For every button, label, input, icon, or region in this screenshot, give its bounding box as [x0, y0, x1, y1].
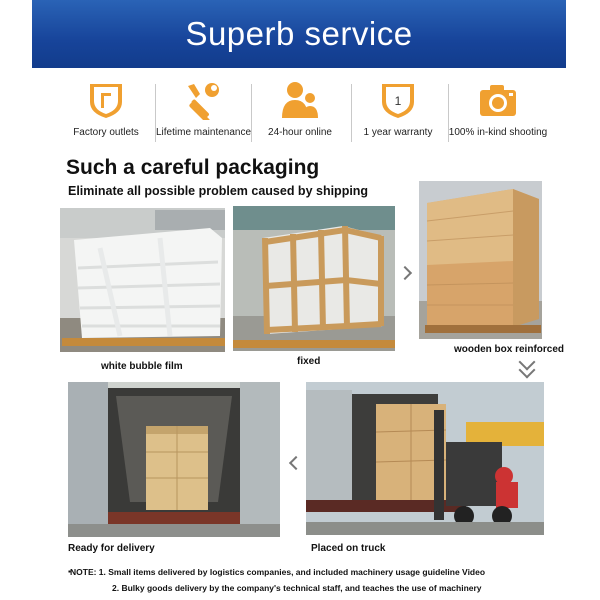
photo-placed-on-truck	[306, 382, 544, 535]
truck-forklift-illustration	[306, 382, 544, 535]
packaging-title: Such a careful packaging	[66, 156, 320, 179]
service-24-hour-online	[252, 78, 348, 146]
packaging-subtitle: Eliminate all possible problem caused by shipping	[68, 184, 369, 198]
wrench-screwdriver-icon	[180, 80, 224, 120]
bubble-film-illustration	[60, 208, 225, 352]
service-banner	[32, 0, 566, 68]
fixed-frame-illustration	[233, 206, 395, 351]
bullet-icon: ▪	[68, 567, 71, 576]
people-icon	[278, 80, 322, 120]
wooden-box-illustration	[419, 181, 542, 339]
caption-fixed: fixed	[297, 356, 321, 367]
caption-wooden-box: wooden box reinforced	[454, 344, 565, 355]
caption-bubble-film: white bubble film	[101, 361, 183, 372]
photo-bubble-film	[60, 208, 225, 352]
service-label: 24-hour online	[268, 127, 332, 138]
service-factory-outlets	[60, 78, 152, 146]
services-row	[60, 78, 550, 146]
photo-fixed	[233, 206, 395, 351]
banner-title: Superb service	[185, 15, 413, 52]
service-label: 100% in-kind shooting	[448, 127, 548, 138]
container-illustration	[68, 382, 280, 537]
service-lifetime-maintenance	[156, 78, 252, 146]
caption-placed-on-truck: Placed on truck	[311, 543, 386, 554]
warranty-shield-icon	[376, 80, 420, 120]
service-label: Lifetime maintenance	[156, 127, 252, 138]
note-line-2: 2. Bulky goods delivery by the company's technical staff, and teaches the use of machinery	[112, 583, 482, 593]
service-in-kind-shooting	[445, 78, 551, 146]
shipping-notes	[70, 564, 485, 596]
photo-wooden-box	[419, 181, 542, 339]
arrow-right-icon	[398, 266, 412, 280]
note-line-1: NOTE: 1. Small items delivered by logistics companies, and included machinery usage guideline Video	[70, 567, 486, 577]
warranty-badge: 1	[394, 94, 402, 108]
arrow-left-icon	[289, 456, 303, 470]
service-warranty	[352, 78, 444, 146]
service-label: 1 year warranty	[363, 127, 433, 138]
factory-shield-icon	[84, 80, 128, 120]
photo-ready-for-delivery	[68, 382, 280, 537]
service-label: Factory outlets	[73, 127, 139, 138]
caption-ready-for-delivery: Ready for delivery	[68, 543, 155, 554]
camera-icon	[476, 80, 520, 120]
